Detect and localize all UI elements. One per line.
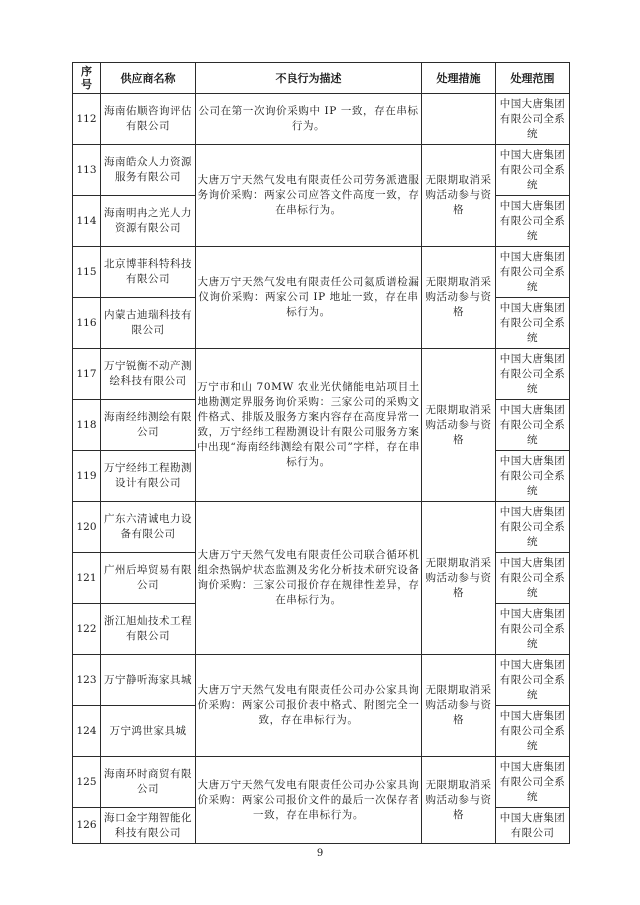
page-number: 9 bbox=[316, 848, 324, 859]
table-row bbox=[73, 247, 570, 298]
row-no: 119 bbox=[73, 451, 101, 502]
handling-scope: 中国大唐集团有限公司全系统 bbox=[496, 655, 570, 706]
header-no: 序 号 bbox=[73, 63, 101, 94]
table-row bbox=[73, 757, 570, 808]
violation-description: 万宁市和山 70MW 农业光伏储能电站项目土地勘测定界服务询价采购：三家公司的采购文件格式、排版及服务方案内容存在高度异常一致，万宁经纬工程勘测设计有限公司服务方案中出现“海南经纬测绘有限公司”字样，存在串标行为。 bbox=[196, 349, 422, 502]
row-no: 112 bbox=[73, 94, 101, 145]
violation-description: 大唐万宁天然气发电有限责任公司办公家具询价采购：两家公司报价表中格式、附图完全一致，存在串标行为。 bbox=[196, 655, 422, 757]
handling-measure: 无限期取消采购活动参与资格 bbox=[422, 655, 496, 757]
handling-scope: 中国大唐集团有限公司全系统 bbox=[496, 757, 570, 808]
handling-measure: 无限期取消采购活动参与资格 bbox=[422, 247, 496, 349]
handling-measure: 无限期取消采购活动参与资格 bbox=[422, 349, 496, 502]
supplier-name: 浙江旭灿技术工程有限公司 bbox=[101, 604, 196, 655]
row-no: 118 bbox=[73, 400, 101, 451]
header-scope: 处理范围 bbox=[496, 63, 570, 94]
supplier-name: 广东六清诚电力设备有限公司 bbox=[101, 502, 196, 553]
supplier-name: 海南经纬测绘有限公司 bbox=[101, 400, 196, 451]
supplier-name: 内蒙古迪瑞科技有限公司 bbox=[101, 298, 196, 349]
header-description: 不良行为描述 bbox=[196, 63, 422, 94]
row-no: 125 bbox=[73, 757, 101, 808]
handling-scope: 中国大唐集团有限公司全系统 bbox=[496, 604, 570, 655]
row-no: 120 bbox=[73, 502, 101, 553]
supplier-name: 海南皓众人力资源服务有限公司 bbox=[101, 145, 196, 196]
violation-description: 大唐万宁天然气发电有限责任公司联合循环机组余热锅炉状态监测及劣化分析技术研究设备询价采购：三家公司报价存在规律性差异，存在串标行为。 bbox=[196, 502, 422, 655]
handling-scope: 中国大唐集团有限公司全系统 bbox=[496, 451, 570, 502]
handling-scope: 中国大唐集团有限公司全系统 bbox=[496, 196, 570, 247]
table-row bbox=[73, 502, 570, 553]
table-header-row bbox=[73, 63, 570, 94]
handling-scope: 中国大唐集团有限公司全系统 bbox=[496, 298, 570, 349]
handling-scope: 中国大唐集团有限公司全系统 bbox=[496, 94, 570, 145]
row-no: 121 bbox=[73, 553, 101, 604]
table-row bbox=[73, 349, 570, 400]
handling-measure: 无限期取消采购活动参与资格 bbox=[422, 502, 496, 655]
supplier-name: 万宁经纬工程勘测设计有限公司 bbox=[101, 451, 196, 502]
header-measure: 处理措施 bbox=[422, 63, 496, 94]
supplier-name: 北京博菲科特科技有限公司 bbox=[101, 247, 196, 298]
table-row bbox=[73, 145, 570, 196]
handling-scope: 中国大唐集团有限公司全系统 bbox=[496, 400, 570, 451]
row-no: 115 bbox=[73, 247, 101, 298]
table-row bbox=[73, 94, 570, 145]
handling-scope: 中国大唐集团有限公司全系统 bbox=[496, 145, 570, 196]
handling-scope: 中国大唐集团有限公司全系统 bbox=[496, 247, 570, 298]
handling-measure: 无限期取消采购活动参与资格 bbox=[422, 145, 496, 247]
supplier-name: 海南环时商贸有限公司 bbox=[101, 757, 196, 808]
supplier-name: 海南佑顺咨询评估有限公司 bbox=[101, 94, 196, 145]
row-no: 122 bbox=[73, 604, 101, 655]
handling-measure: 无限期取消采购活动参与资格 bbox=[422, 757, 496, 844]
row-no: 116 bbox=[73, 298, 101, 349]
supplier-name: 万宁鸿世家具城 bbox=[101, 706, 196, 757]
handling-scope: 中国大唐集团有限公司全系统 bbox=[496, 502, 570, 553]
handling-scope: 中国大唐集团有限公司全系统 bbox=[496, 553, 570, 604]
violation-description: 大唐万宁天然气发电有限责任公司办公家具询价采购：两家公司报价文件的最后一次保存者一致，存在串标行为。 bbox=[196, 757, 422, 844]
supplier-name: 万宁锐衡不动产测绘科技有限公司 bbox=[101, 349, 196, 400]
handling-measure bbox=[422, 94, 496, 145]
handling-scope: 中国大唐集团有限公司全系统 bbox=[496, 349, 570, 400]
row-no: 117 bbox=[73, 349, 101, 400]
supplier-name: 广州后埠贸易有限公司 bbox=[101, 553, 196, 604]
table-row bbox=[73, 655, 570, 706]
violation-description: 公司在第一次询价采购中 IP 一致，存在串标行为。 bbox=[196, 94, 422, 145]
supplier-name: 海口金宇翔智能化科技有限公司 bbox=[101, 808, 196, 844]
row-no: 124 bbox=[73, 706, 101, 757]
violation-description: 大唐万宁天然气发电有限责任公司氦质谱检漏仪询价采购：两家公司 IP 地址一致，存在串标行为。 bbox=[196, 247, 422, 349]
row-no: 123 bbox=[73, 655, 101, 706]
row-no: 114 bbox=[73, 196, 101, 247]
handling-scope: 中国大唐集团有限公司全系统 bbox=[496, 706, 570, 757]
row-no: 113 bbox=[73, 145, 101, 196]
supplier-violation-table bbox=[72, 62, 570, 844]
row-no: 126 bbox=[73, 808, 101, 844]
header-supplier: 供应商名称 bbox=[101, 63, 196, 94]
supplier-name: 万宁静听海家具城 bbox=[101, 655, 196, 706]
handling-scope: 中国大唐集团有限公司 bbox=[496, 808, 570, 844]
violation-description: 大唐万宁天然气发电有限责任公司劳务派遣服务询价采购：两家公司应答文件高度一致，存在串标行为。 bbox=[196, 145, 422, 247]
supplier-name: 海南明冉之光人力资源有限公司 bbox=[101, 196, 196, 247]
